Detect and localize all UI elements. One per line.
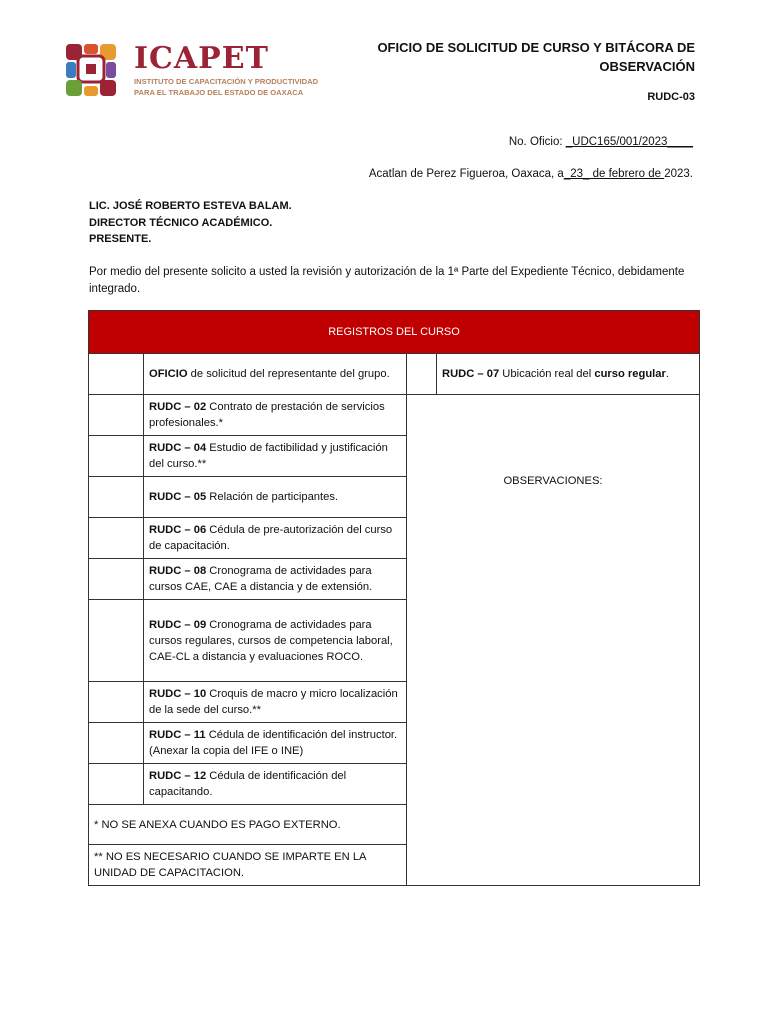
checkbox-rudc-07[interactable] [407, 354, 437, 395]
note-training-unit: ** NO ES NECESARIO CUANDO SE IMPARTE EN LA UNIDAD DE CAPACITACION. [89, 845, 407, 886]
date-month: de febrero de [589, 168, 665, 180]
date-year: 2023. [664, 168, 693, 180]
date-day: _23_ [563, 168, 590, 180]
oficio-label: No. Oficio: [508, 136, 566, 148]
place-prefix: Acatlan de Perez Figueroa, Oaxaca, a [368, 168, 564, 180]
checkbox-rudc-04[interactable] [89, 436, 144, 477]
addressee-block [89, 198, 292, 248]
registry-item-rudc-10: RUDC – 10 Croquis de macro y micro localización de la sede del curso.** [144, 682, 407, 723]
checkbox-rudc-12[interactable] [89, 764, 144, 805]
checkbox-oficio[interactable] [89, 354, 144, 395]
observations-label: OBSERVACIONES: [503, 475, 603, 487]
logo-name: ICAPET [134, 41, 269, 76]
document-title [355, 38, 695, 76]
logo-subtitle-line2: PARA EL TRABAJO DEL ESTADO DE OAXACA [134, 88, 304, 97]
checkbox-rudc-06[interactable] [89, 518, 144, 559]
table-header: REGISTROS DEL CURSO [89, 311, 700, 354]
checkbox-rudc-10[interactable] [89, 682, 144, 723]
note-external-payment: * NO SE ANEXA CUANDO ES PAGO EXTERNO. [89, 805, 407, 845]
logo-subtitle-line1: INSTITUTO DE CAPACITACIÓN Y PRODUCTIVIDAD [134, 77, 319, 86]
oficio-number-line [509, 136, 693, 148]
course-registry-table [88, 310, 700, 886]
checkbox-rudc-11[interactable] [89, 723, 144, 764]
observations-box[interactable] [407, 395, 700, 886]
checkbox-rudc-02[interactable] [89, 395, 144, 436]
registry-item-rudc-08: RUDC – 08 Cronograma de actividades para cursos CAE, CAE a distancia y de extensión. [144, 559, 407, 600]
icapet-logo [64, 42, 354, 102]
checkbox-rudc-09[interactable] [89, 600, 144, 682]
document-code: RUDC-03 [647, 91, 695, 103]
registry-item-rudc-07: RUDC – 07 Ubicación real del curso regular. [437, 354, 700, 395]
addressee-position: DIRECTOR TÉCNICO ACADÉMICO. [89, 216, 273, 229]
checkbox-rudc-05[interactable] [89, 477, 144, 518]
oficio-number: _UDC165/001/2023____ [565, 136, 693, 148]
place-date-line [369, 168, 693, 180]
registry-item-rudc-02: RUDC – 02 Contrato de prestación de servicios profesionales.* [144, 395, 407, 436]
registry-item-rudc-11: RUDC – 11 Cédula de identificación del instructor. (Anexar la copia del IFE o INE) [144, 723, 407, 764]
icapet-emblem-icon [64, 42, 118, 98]
checkbox-rudc-08[interactable] [89, 559, 144, 600]
registry-item-rudc-04: RUDC – 04 Estudio de factibilidad y justificación del curso.** [144, 436, 407, 477]
registry-item-rudc-06: RUDC – 06 Cédula de pre-autorización del curso de capacitación. [144, 518, 407, 559]
intro-paragraph: Por medio del presente solicito a usted la revisión y autorización de la 1ª Parte del Expediente Técnico, debidamente integrado. [89, 266, 685, 295]
registry-item-rudc-09: RUDC – 09 Cronograma de actividades para cursos regulares, cursos de competencia laboral, CAE-CL a distancia y evaluaciones ROCO. [144, 600, 407, 682]
addressee-greeting: PRESENTE. [89, 233, 152, 245]
registry-item-rudc-12: RUDC – 12 Cédula de identificación del capacitando. [144, 764, 407, 805]
registry-item-rudc-05: RUDC – 05 Relación de participantes. [144, 477, 407, 518]
document-title-line2: OBSERVACIÓN [599, 59, 695, 74]
addressee-name: LIC. JOSÉ ROBERTO ESTEVA BALAM. [89, 200, 292, 212]
registry-item-oficio: OFICIO de solicitud del representante del grupo. [144, 354, 407, 395]
document-title-line1: OFICIO DE SOLICITUD DE CURSO Y BITÁCORA DE [377, 40, 695, 55]
